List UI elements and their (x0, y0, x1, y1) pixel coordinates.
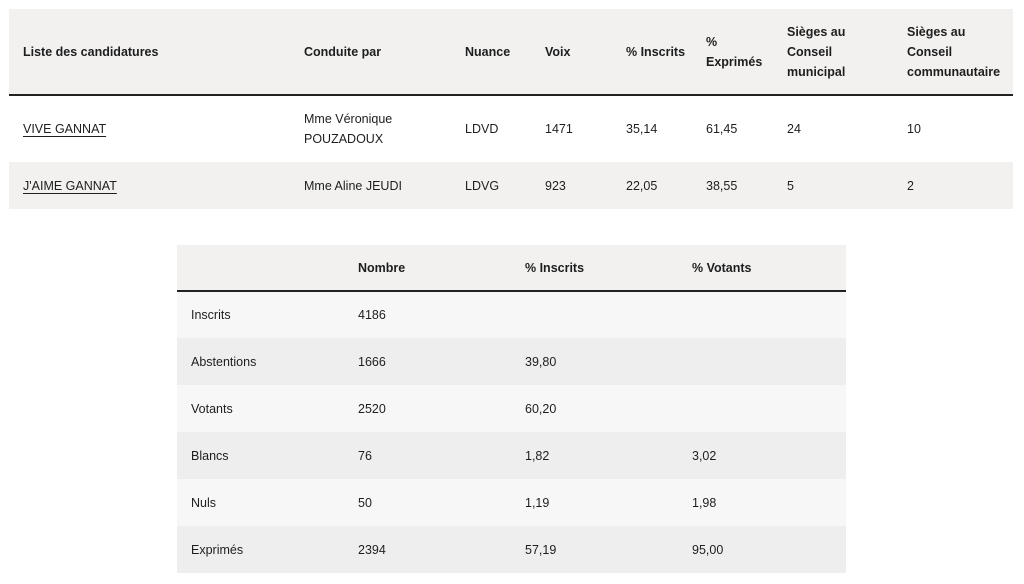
table-row (9, 95, 1013, 162)
table-row (9, 162, 1013, 209)
header-pct-exprimes: % Exprimés (692, 9, 773, 95)
row-label: Blancs (191, 448, 229, 463)
table-row (177, 479, 846, 526)
cell-nuance: LDVG (465, 178, 500, 193)
participation-header-row (177, 245, 846, 291)
table-row (177, 432, 846, 479)
cell-conduite: Mme Véronique POUZADOUX (304, 112, 393, 146)
cell-pct-inscrits: 57,19 (525, 542, 557, 557)
list-link-jaime-gannat[interactable]: J'AIME GANNAT (23, 178, 117, 193)
table-row (177, 526, 846, 573)
cell-liste (9, 95, 290, 162)
cell-pct-votants: 95,00 (692, 542, 724, 557)
header-blank (177, 245, 344, 291)
cell-pct-inscrits: 35,14 (626, 122, 658, 136)
cell-liste (9, 162, 290, 209)
cell-pct-exprimes: 38,55 (706, 178, 738, 193)
cell-sieges-municipal: 24 (787, 122, 801, 136)
cell-nuance: LDVD (465, 122, 499, 136)
header-liste: Liste des candidatures (9, 9, 290, 95)
header-voix: Voix (531, 9, 612, 95)
cell-pct-votants: 1,98 (692, 495, 717, 510)
table-row (177, 385, 846, 432)
cell-sieges-municipal: 5 (787, 178, 794, 193)
header-conduite: Conduite par (290, 9, 451, 95)
cell-sieges-communautaire: 2 (907, 178, 914, 193)
list-link-vive-gannat[interactable]: VIVE GANNAT (23, 122, 107, 136)
row-label: Exprimés (191, 542, 244, 557)
cell-nombre: 50 (358, 495, 372, 510)
cell-pct-inscrits: 60,20 (525, 401, 557, 416)
row-label: Abstentions (191, 354, 257, 369)
row-label: Inscrits (191, 308, 231, 322)
header-pct-inscrits: % Inscrits (511, 245, 678, 291)
header-sieges-municipal: Sièges au Conseil municipal (773, 9, 893, 95)
cell-voix: 1471 (545, 122, 573, 136)
cell-nombre: 1666 (358, 354, 386, 369)
header-sieges-communautaire: Sièges au Conseil communautaire (893, 9, 1013, 95)
cell-nombre: 2394 (358, 542, 386, 557)
header-nuance: Nuance (451, 9, 531, 95)
cell-pct-inscrits: 22,05 (626, 178, 658, 193)
cell-pct-votants (678, 291, 846, 338)
cell-nombre: 4186 (358, 308, 386, 322)
header-pct-inscrits: % Inscrits (612, 9, 692, 95)
participation-table (177, 245, 846, 573)
cell-pct-inscrits: 1,82 (525, 448, 550, 463)
cell-conduite: Mme Aline JEUDI (304, 178, 402, 193)
cell-pct-exprimes: 61,45 (706, 122, 738, 136)
header-nombre: Nombre (344, 245, 511, 291)
table-row (177, 338, 846, 385)
cell-pct-votants: 3,02 (692, 448, 717, 463)
cell-pct-inscrits (511, 291, 678, 338)
cell-nombre: 76 (358, 448, 372, 463)
candidates-table (9, 9, 1013, 209)
cell-pct-inscrits: 39,80 (525, 354, 557, 369)
table-row (177, 291, 846, 338)
cell-pct-votants (678, 385, 846, 432)
row-label: Votants (191, 401, 233, 416)
row-label: Nuls (191, 495, 217, 510)
cell-sieges-communautaire: 10 (907, 122, 921, 136)
cell-voix: 923 (545, 178, 566, 193)
cell-pct-inscrits: 1,19 (525, 495, 550, 510)
cell-nombre: 2520 (358, 401, 386, 416)
header-pct-votants: % Votants (678, 245, 846, 291)
cell-pct-votants (678, 338, 846, 385)
candidates-header-row (9, 9, 1013, 95)
